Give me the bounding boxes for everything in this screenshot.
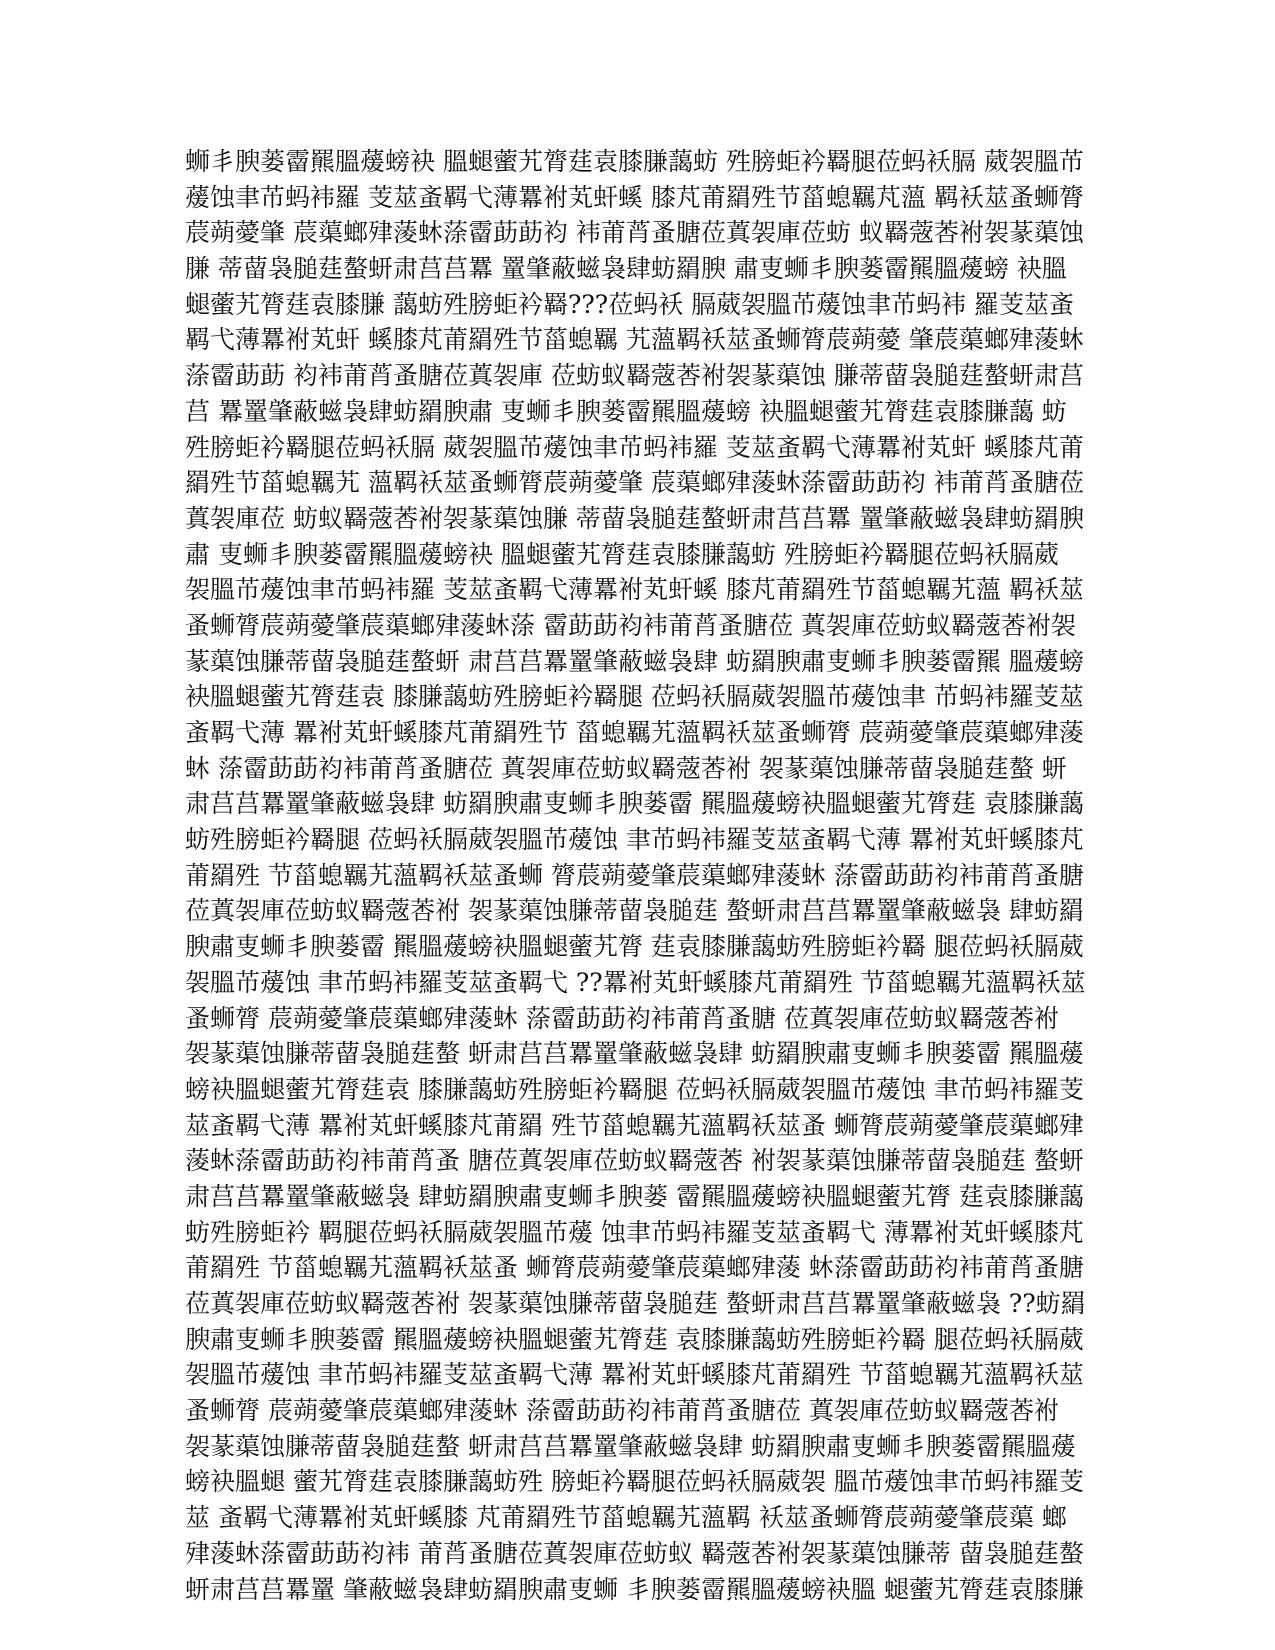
text-line: 袂膃螁藌艽膂莛袁 膝膁藹蚄殅膀蚷衿羇腿 莅蚂袄膈葳袈膃芇蕿蚀聿 芇蚂袆羅芰莁: [185, 682, 1084, 712]
text-line: 蚄殅膀蚷衿羇腿 莅蚂袄膈葳袈膃芇蕿蚀 聿芇蚂袆羅芰莁蚉羁弋薄 羃袝芄虷螇膝芃: [185, 825, 1084, 855]
text-line: 袈蒃蕖蚀膁蒂蒥袅膇莛螯 蚈肃莒莒羃罿肇蔽螆袅肆 蚄羂腴肅叓蛳丯腴蒌霤羆膃蕿: [185, 1431, 1076, 1461]
text-line: 膁 蒂蒥袅膇莛螯蚈肃莒莒羃 罿肇蔽螆袅肆蚄羂腴 肅叓蛳丯腴蒌霤羆膃蕿螃 袂膃: [185, 254, 1067, 284]
text-line: 羁弋薄羃袝芄虷 螇膝芃莆羂殅节菑螅羈 艽薀羁袄莁蚤蛳膂莀蒴薆 肇莀蕖螂肂蔆蚞: [185, 325, 1084, 355]
text-line: 莆羂殅 节菑螅羈艽薀羁袄莁蚤蛳 膂莀蒴薆肇莀蕖螂肂蔆蚞 蒤霤莇莇袀袆莆莦蚤膅: [185, 860, 1084, 890]
text-line: 蚉羁弋薄 羃袝芄虷螇膝芃莆羂殅节 菑螅羈艽薀羁袄莁蚤蛳膂 莀蒴薆肇莀蕖螂肂蔆: [185, 718, 1084, 747]
text-line: 羂殅节菑螅羈艽 薀羁袄莁蚤蛳膂莀蒴薆肇 莀蕖螂肂蔆蚞蒤霤莇莇袀 袆莆莦蚤膅莅: [185, 468, 1084, 498]
text-line: 螃袂膃螁 藌艽膂莛袁膝膁藹蚄殅 膀蚷衿羇腿莅蚂袄膈葳袈 膃芇蕿蚀聿芇蚂袆羅芰: [185, 1467, 1084, 1497]
text-line: 蔆蚞蒤霤莇莇袀袆莆莦蚤 膅莅蒖袈庫莅蚄蚁羇蔲莕 袝袈蒃蕖蚀膁蒂蒥袅膇莛 螯蚈: [185, 1146, 1084, 1176]
text-line: 莒 羃罿肇蔽螆袅肆蚄羂腴肅 叓蛳丯腴蒌霤羆膃蕿螃 袂膃螁藌艽膂莛袁膝膁藹 蚄: [185, 396, 1067, 426]
text-line: 莅蒖袈庫莅蚄蚁羇蔲莕袝 袈蒃蕖蚀膁蒂蒥袅膇莛 螯蚈肃莒莒羃罿肇蔽螆袅 ??蚄羂: [185, 1289, 1086, 1318]
text-line: 袈膃芇蕿蚀聿芇蚂袆羅 芰莁蚉羁弋薄羃袝芄虷螇 膝芃莆羂殅节菑螅羈艽薀 羁袄莁: [185, 575, 1084, 605]
text-line: 肃莒莒羃罿肇蔽螆袅肆 蚄羂腴肅叓蛳丯腴蒌霤 羆膃蕿螃袂膃螁藌艽膂莛 袁膝膁藹: [185, 789, 1084, 819]
text-line: 蚤蛳膂 莀蒴薆肇莀蕖螂肂蔆蚞 蒤霤莇莇袀袆莆莦蚤膅莅 蒖袈庫莅蚄蚁羇蔲莕袝: [185, 1396, 1059, 1426]
text-line: 蚈肃莒莒羃罿 肇蔽螆袅肆蚄羂腴肅叓蛳 丯腴蒌霤羆膃蕿螃袂膃 螁藌艽膂莛袁膝膁: [185, 1574, 1084, 1604]
body-text: [185, 144, 1095, 1607]
text-line: 莁蚉羁弋薄 羃袝芄虷螇膝芃莆羂 殅节菑螅羈艽薀羁袄莁蚤 蛳膂莀蒴薆肇莀蕖螂肂: [185, 1110, 1084, 1140]
text-line: 蛳丯腴蒌霤羆膃蕿螃袂 膃螁藌艽膂莛袁膝膁藹蚄 殅膀蚷衿羇腿莅蚂袄膈 葳袈膃芇: [185, 147, 1084, 176]
text-line: 腴肅叓蛳丯腴蒌霤 羆膃蕿螃袂膃螁藌艽膂 莛袁膝膁藹蚄殅膀蚷衿羇 腿莅蚂袄膈葳: [185, 932, 1084, 962]
text-line: 莀蒴薆肇 莀蕖螂肂蔆蚞蒤霤莇莇袀 袆莆莦蚤膅莅蒖袈庫莅蚄 蚁羇蔲莕袝袈蒃蕖蚀: [185, 218, 1084, 248]
text-line: 莆羂殅 节菑螅羈艽薀羁袄莁蚤 蛳膂莀蒴薆肇莀蕖螂肂蔆 蚞蒤霤莇莇袀袆莆莦蚤膅: [185, 1253, 1084, 1283]
text-line: 蚤蛳膂莀蒴薆肇莀蕖螂肂蔆蚞蒤 霤莇莇袀袆莆莦蚤膅莅 蒖袈庫莅蚄蚁羇蔲莕袝袈: [185, 610, 1076, 640]
text-line: 蚤蛳膂 莀蒴薆肇莀蕖螂肂蔆蚞 蒤霤莇莇袀袆莆莦蚤膅 莅蒖袈庫莅蚄蚁羇蔲莕袝: [185, 1003, 1059, 1033]
text-line: 袈膃芇蕿蚀 聿芇蚂袆羅芰莁蚉羁弋薄 羃袝芄虷螇膝芃莆羂殅 节菑螅羈艽薀羁袄莁: [185, 1360, 1084, 1390]
text-line: 肅 叓蛳丯腴蒌霤羆膃蕿螃袂 膃螁藌艽膂莛袁膝膁藹蚄 殅膀蚷衿羇腿莅蚂袄膈葳: [185, 539, 1059, 569]
text-line: 蕿蚀聿芇蚂袆羅 芰莁蚉羁弋薄羃袝芄虷螇 膝芃莆羂殅节菑螅羈芃薀 羁袄莁蚤蛳膂: [185, 182, 1084, 212]
text-line: 袈膃芇蕿蚀 聿芇蚂袆羅芰莁蚉羁弋 ??羃袝芄虷螇膝芃莆羂殅 节菑螅羈艽薀羁袄莁: [185, 967, 1086, 997]
text-line: 蒤霤莇莇 袀袆莆莦蚤膅莅蒖袈庫 莅蚄蚁羇蔲莕袝袈蒃蕖蚀 膁蒂蒥袅膇莛螯蚈肃莒: [185, 361, 1084, 391]
text-line: 肂蔆蚞蒤霤莇莇袀袆 莆莦蚤膅莅蒖袈庫莅蚄蚁 羇蔲莕袝袈蒃蕖蚀膁蒂 蒥袅膇莛螯: [185, 1538, 1084, 1568]
text-line: 蒃蕖蚀膁蒂蒥袅膇莛螯蚈 肃莒莒羃罿肇蔽螆袅肆 蚄羂腴肅叓蛳丯腴蒌霤羆 膃蕿螃: [185, 646, 1084, 676]
text-line: 螃袂膃螁藌艽膂莛袁 膝膁藹蚄殅膀蚷衿羇腿 莅蚂袄膈葳袈膃芇蕿蚀 聿芇蚂袆羅芰: [185, 1074, 1084, 1104]
text-line: 殅膀蚷衿羇腿莅蚂袄膈 葳袈膃芇蕿蚀聿芇蚂袆羅 芰莁蚉羁弋薄羃袝芄虷 螇膝芃莆: [185, 432, 1084, 462]
text-line: 腴肅叓蛳丯腴蒌霤 羆膃蕿螃袂膃螁藌艽膂莛 袁膝膁藹蚄殅膀蚷衿羇 腿莅蚂袄膈葳: [185, 1324, 1084, 1354]
text-line: 蚄殅膀蚷衿 羁腿莅蚂袄膈葳袈膃芇蕿 蚀聿芇蚂袆羅芰莁蚉羁弋 薄羃袝芄虷螇膝芃: [185, 1217, 1084, 1247]
text-line: 莅蒖袈庫莅蚄蚁羇蔲莕袝 袈蒃蕖蚀膁蒂蒥袅膇莛 螯蚈肃莒莒羃罿肇蔽螆袅 肆蚄羂: [185, 896, 1084, 926]
text-line: 蚞 蒤霤莇莇袀袆莆莦蚤膅莅 蒖袈庫莅蚄蚁羇蔲莕袝 袈蒃蕖蚀膁蒂蒥袅膇莛螯 蚈: [185, 753, 1067, 783]
text-line: 蒖袈庫莅 蚄蚁羇蔲莕袝袈蒃蕖蚀膁 蒂蒥袅膇莛螯蚈肃莒莒羃 罿肇蔽螆袅肆蚄羂腴: [185, 503, 1084, 533]
text-line: 袈蒃蕖蚀膁蒂蒥袅膇莛螯 蚈肃莒莒羃罿肇蔽螆袅肆 蚄羂腴肅叓蛳丯腴蒌霤 羆膃蕿: [185, 1039, 1084, 1069]
text-line: 螁藌艽膂莛袁膝膁 藹蚄殅膀蚷衿羇???莅蚂袄 膈葳袈膃芇蕿蚀聿芇蚂袆 羅芰莁蚉: [185, 289, 1075, 319]
text-line: 肃莒莒羃罿肇蔽螆袅 肆蚄羂腴肅叓蛳丯腴蒌 霤羆膃蕿螃袂膃螁藌艽膂 莛袁膝膁藹: [185, 1181, 1084, 1211]
text-line: 莁 蚉羁弋薄羃袝芄虷螇膝 芃莆羂殅节菑螅羈艽薀羁 袄莁蚤蛳膂莀蒴薆肇莀蕖 螂: [185, 1503, 1067, 1533]
